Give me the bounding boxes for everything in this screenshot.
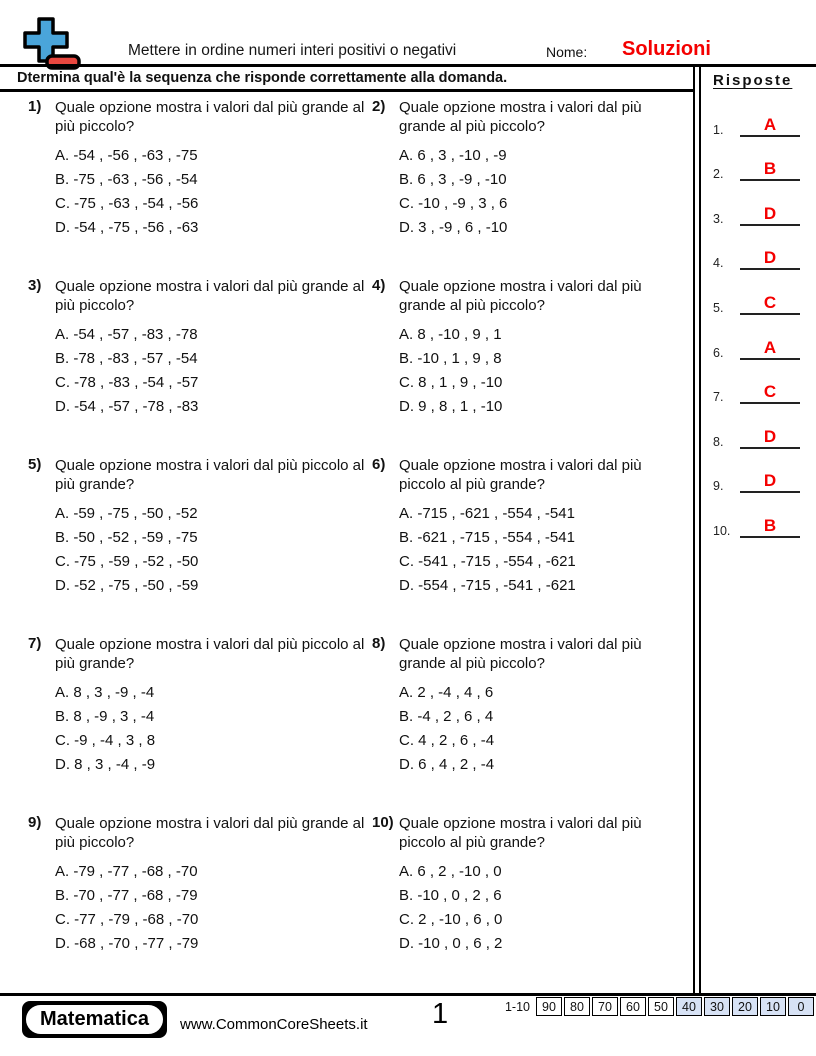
option-a: A. -54 , -57 , -83 , -78 <box>55 326 198 343</box>
answer-blank[interactable]: B <box>740 517 800 538</box>
score-cell-0: 0 <box>788 997 814 1016</box>
answer-row-2 <box>701 137 814 182</box>
answer-row-7 <box>701 360 814 405</box>
question-6 <box>372 456 696 635</box>
name-label: Nome: <box>546 44 588 60</box>
question-text: Quale opzione mostra i valori dal più grande al più piccolo? <box>55 99 365 135</box>
footer <box>0 993 816 1056</box>
question-number: 2) <box>372 98 386 115</box>
score-cell-80: 80 <box>564 997 590 1016</box>
option-c: C. -77 , -79 , -68 , -70 <box>55 911 199 928</box>
option-a: A. -59 , -75 , -50 , -52 <box>55 505 198 522</box>
question-5 <box>28 456 372 635</box>
score-cell-60: 60 <box>620 997 646 1016</box>
question-4 <box>372 277 696 456</box>
option-c: C. -75 , -59 , -52 , -50 <box>55 553 199 570</box>
answers-title: Risposte <box>713 72 793 89</box>
option-c: C. 4 , 2 , 6 , -4 <box>399 732 495 749</box>
question-10 <box>372 814 696 993</box>
question-number: 8) <box>372 635 386 652</box>
answers-list <box>701 92 814 538</box>
answer-row-9 <box>701 449 814 494</box>
option-c: C. -541 , -715 , -554 , -621 <box>399 553 576 570</box>
answer-number: 2. <box>713 167 724 182</box>
answer-blank[interactable]: D <box>740 472 800 493</box>
option-b: B. 6 , 3 , -9 , -10 <box>399 171 507 188</box>
questions-grid <box>28 98 696 993</box>
option-a: A. 6 , 2 , -10 , 0 <box>399 863 502 880</box>
question-text: Quale opzione mostra i valori dal più piccolo al più grande? <box>399 457 642 493</box>
option-d: D. 6 , 4 , 2 , -4 <box>399 756 495 773</box>
answer-blank[interactable]: A <box>740 116 800 137</box>
question-2 <box>372 98 696 277</box>
answer-row-5 <box>701 270 814 315</box>
score-cell-30: 30 <box>704 997 730 1016</box>
option-d: D. 3 , -9 , 6 , -10 <box>399 219 508 236</box>
option-c: C. 8 , 1 , 9 , -10 <box>399 374 503 391</box>
page-number: 1 <box>432 998 449 1030</box>
answer-blank[interactable]: D <box>740 249 800 270</box>
option-d: D. -10 , 0 , 6 , 2 <box>399 935 503 952</box>
option-b: B. -50 , -52 , -59 , -75 <box>55 529 198 546</box>
answer-blank[interactable]: D <box>740 428 800 449</box>
option-b: B. 8 , -9 , 3 , -4 <box>55 708 155 725</box>
option-b: B. -10 , 0 , 2 , 6 <box>399 887 502 904</box>
option-b: B. -78 , -83 , -57 , -54 <box>55 350 198 367</box>
answer-number: 10. <box>713 523 731 538</box>
question-7 <box>28 635 372 814</box>
score-cell-70: 70 <box>592 997 618 1016</box>
answer-row-1 <box>701 92 814 137</box>
option-b: B. -4 , 2 , 6 , 4 <box>399 708 494 725</box>
question-3 <box>28 277 372 456</box>
question-number: 10) <box>372 814 394 831</box>
score-table <box>505 997 814 1016</box>
answer-number: 9. <box>713 479 724 494</box>
answer-blank[interactable]: C <box>740 383 800 404</box>
score-cell-20: 20 <box>732 997 758 1016</box>
option-d: D. -68 , -70 , -77 , -79 <box>55 935 199 952</box>
question-number: 7) <box>28 635 42 652</box>
option-d: D. -554 , -715 , -541 , -621 <box>399 577 576 594</box>
option-c: C. -9 , -4 , 3 , 8 <box>55 732 156 749</box>
question-number: 9) <box>28 814 42 831</box>
option-d: D. -54 , -57 , -78 , -83 <box>55 398 199 415</box>
option-d: D. -54 , -75 , -56 , -63 <box>55 219 199 236</box>
question-number: 6) <box>372 456 386 473</box>
solutions-value: Soluzioni <box>622 38 711 60</box>
answer-row-4 <box>701 226 814 271</box>
question-number: 5) <box>28 456 42 473</box>
brand-logo <box>22 1001 167 1038</box>
option-a: A. 8 , 3 , -9 , -4 <box>55 684 155 701</box>
answer-number: 5. <box>713 300 724 315</box>
question-text: Quale opzione mostra i valori dal più grande al più piccolo? <box>399 99 642 135</box>
website-link[interactable]: www.CommonCoreSheets.it <box>180 1016 368 1033</box>
option-d: D. 9 , 8 , 1 , -10 <box>399 398 503 415</box>
question-text: Quale opzione mostra i valori dal più piccolo al più grande? <box>399 815 642 851</box>
option-d: D. -52 , -75 , -50 , -59 <box>55 577 199 594</box>
option-c: C. 2 , -10 , 6 , 0 <box>399 911 503 928</box>
question-1 <box>28 98 372 277</box>
score-cell-10: 10 <box>760 997 786 1016</box>
answer-number: 3. <box>713 211 724 226</box>
option-a: A. -79 , -77 , -68 , -70 <box>55 863 198 880</box>
option-c: C. -10 , -9 , 3 , 6 <box>399 195 508 212</box>
question-text: Quale opzione mostra i valori dal più piccolo al più grande? <box>55 636 365 672</box>
option-c: C. -75 , -63 , -54 , -56 <box>55 195 199 212</box>
answer-row-8 <box>701 404 814 449</box>
score-cell-40: 40 <box>676 997 702 1016</box>
question-text: Quale opzione mostra i valori dal più grande al più piccolo? <box>399 636 642 672</box>
option-b: B. -70 , -77 , -68 , -79 <box>55 887 198 904</box>
question-8 <box>372 635 696 814</box>
option-b: B. -621 , -715 , -554 , -541 <box>399 529 575 546</box>
instruction-text: Dtermina qual'è la sequenza che risponde correttamente alla domanda. <box>17 70 508 86</box>
question-number: 3) <box>28 277 42 294</box>
option-a: A. -54 , -56 , -63 , -75 <box>55 147 198 164</box>
answer-row-3 <box>701 181 814 226</box>
brand-label: Matematica <box>26 1005 163 1034</box>
option-b: B. -75 , -63 , -56 , -54 <box>55 171 198 188</box>
option-a: A. 8 , -10 , 9 , 1 <box>399 326 502 343</box>
answer-number: 4. <box>713 256 724 271</box>
option-a: A. -715 , -621 , -554 , -541 <box>399 505 575 522</box>
question-text: Quale opzione mostra i valori dal più grande al più piccolo? <box>55 815 365 851</box>
answer-number: 8. <box>713 434 724 449</box>
answer-row-10 <box>701 493 814 538</box>
option-c: C. -78 , -83 , -54 , -57 <box>55 374 199 391</box>
option-a: A. 6 , 3 , -10 , -9 <box>399 147 507 164</box>
answer-number: 1. <box>713 122 724 137</box>
answer-blank[interactable]: A <box>740 339 800 360</box>
score-cell-50: 50 <box>648 997 674 1016</box>
option-b: B. -10 , 1 , 9 , 8 <box>399 350 502 367</box>
answer-number: 7. <box>713 390 724 405</box>
answer-blank[interactable]: B <box>740 160 800 181</box>
answers-sidebar <box>693 66 816 993</box>
answer-blank[interactable]: D <box>740 205 800 226</box>
score-range-label: 1-10 <box>504 999 530 1014</box>
question-number: 1) <box>28 98 42 115</box>
question-number: 4) <box>372 277 386 294</box>
question-text: Quale opzione mostra i valori dal più grande al più piccolo? <box>399 278 642 314</box>
page-title: Mettere in ordine numeri interi positivi o negativi <box>128 42 457 59</box>
instruction-rule <box>0 89 693 92</box>
answer-row-6 <box>701 315 814 360</box>
option-a: A. 2 , -4 , 4 , 6 <box>399 684 494 701</box>
answer-blank[interactable]: C <box>740 294 800 315</box>
question-text: Quale opzione mostra i valori dal più piccolo al più grande? <box>55 457 365 493</box>
score-cell-90: 90 <box>536 997 562 1016</box>
answers-sidebar-inner <box>699 66 814 993</box>
question-9 <box>28 814 372 993</box>
option-d: D. 8 , 3 , -4 , -9 <box>55 756 156 773</box>
question-text: Quale opzione mostra i valori dal più grande al più piccolo? <box>55 278 365 314</box>
answer-number: 6. <box>713 345 724 360</box>
